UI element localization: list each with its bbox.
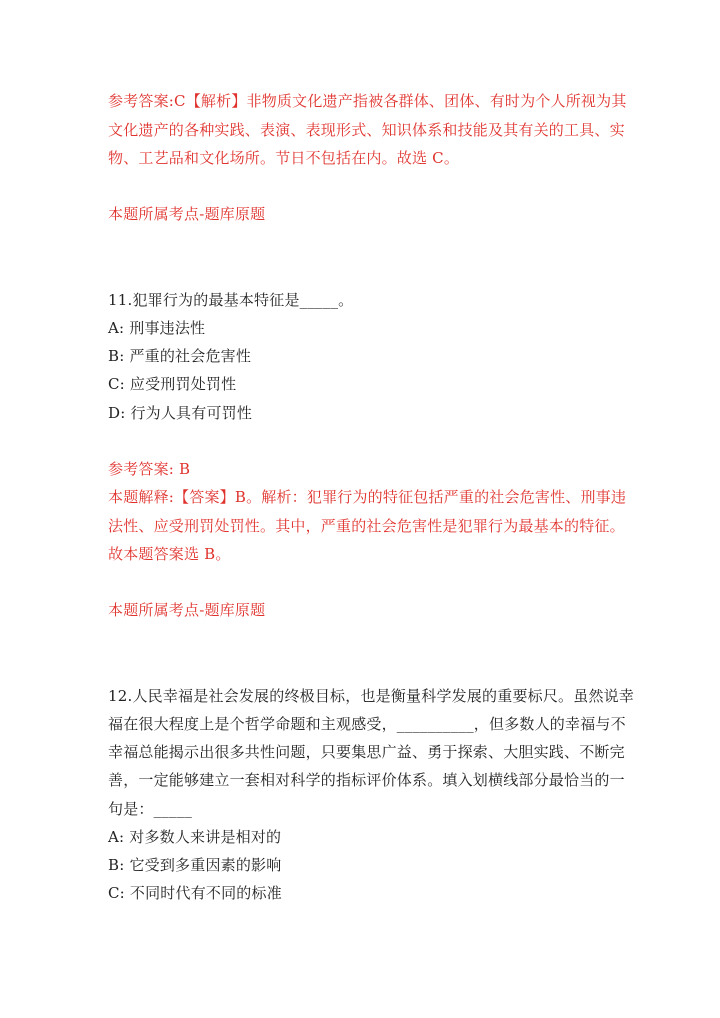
question-12-stem-line-5: 句是：_____ — [108, 800, 193, 818]
answer-explanation-line-2: 文化遗产的各种实践、表演、表现形式、知识体系和技能及其有关的工具、实 — [108, 121, 625, 139]
question-11-option-d: D: 行为人具有可罚性 — [108, 404, 253, 422]
question-11-explanation-line-2: 法性、应受刑罚处罚性。其中，严重的社会危害性是犯罪行为最基本的特征。 — [108, 517, 625, 535]
question-12-stem-line-3: 幸福总能揭示出很多共性问题，只要集思广益、勇于探索、大胆实践、不断完 — [108, 743, 625, 761]
question-12-option-b: B: 它受到多重因素的影响 — [108, 856, 282, 874]
question-12-stem-line-4: 善，一定能够建立一套相对科学的指标评价体系。填入划横线部分最恰当的一 — [108, 771, 625, 789]
question-11-answer: 参考答案: B — [108, 460, 191, 478]
answer-explanation-line-1: 参考答案:C【解析】非物质文化遗产指被各群体、团体、有时为个人所视为其 — [108, 92, 627, 110]
question-11-option-c: C: 应受刑罚处罚性 — [108, 375, 237, 393]
question-11-source-note: 本题所属考点-题库原题 — [108, 601, 266, 619]
answer-explanation-line-3: 物、工艺品和文化场所。节日不包括在内。故选 C。 — [108, 149, 460, 167]
question-12-stem-line-1: 12.人民幸福是社会发展的终极目标，也是衡量科学发展的重要标尺。虽然说幸 — [108, 687, 635, 705]
question-11-option-b: B: 严重的社会危害性 — [108, 347, 252, 365]
source-note: 本题所属考点-题库原题 — [108, 205, 266, 223]
question-12-option-c: C: 不同时代有不同的标准 — [108, 884, 282, 902]
question-12-stem-line-2: 福在很大程度上是个哲学命题和主观感受，__________，但多数人的幸福与不 — [108, 715, 626, 733]
question-11-option-a: A: 刑事违法性 — [108, 319, 206, 337]
question-11-explanation-line-3: 故本题答案选 B。 — [108, 545, 231, 563]
question-11-explanation-line-1: 本题解释:【答案】B。解析：犯罪行为的特征包括严重的社会危害性、刑事违 — [108, 488, 627, 506]
question-12-option-a: A: 对多数人来讲是相对的 — [108, 828, 282, 846]
question-11-stem: 11.犯罪行为的最基本特征是_____。 — [108, 291, 354, 309]
